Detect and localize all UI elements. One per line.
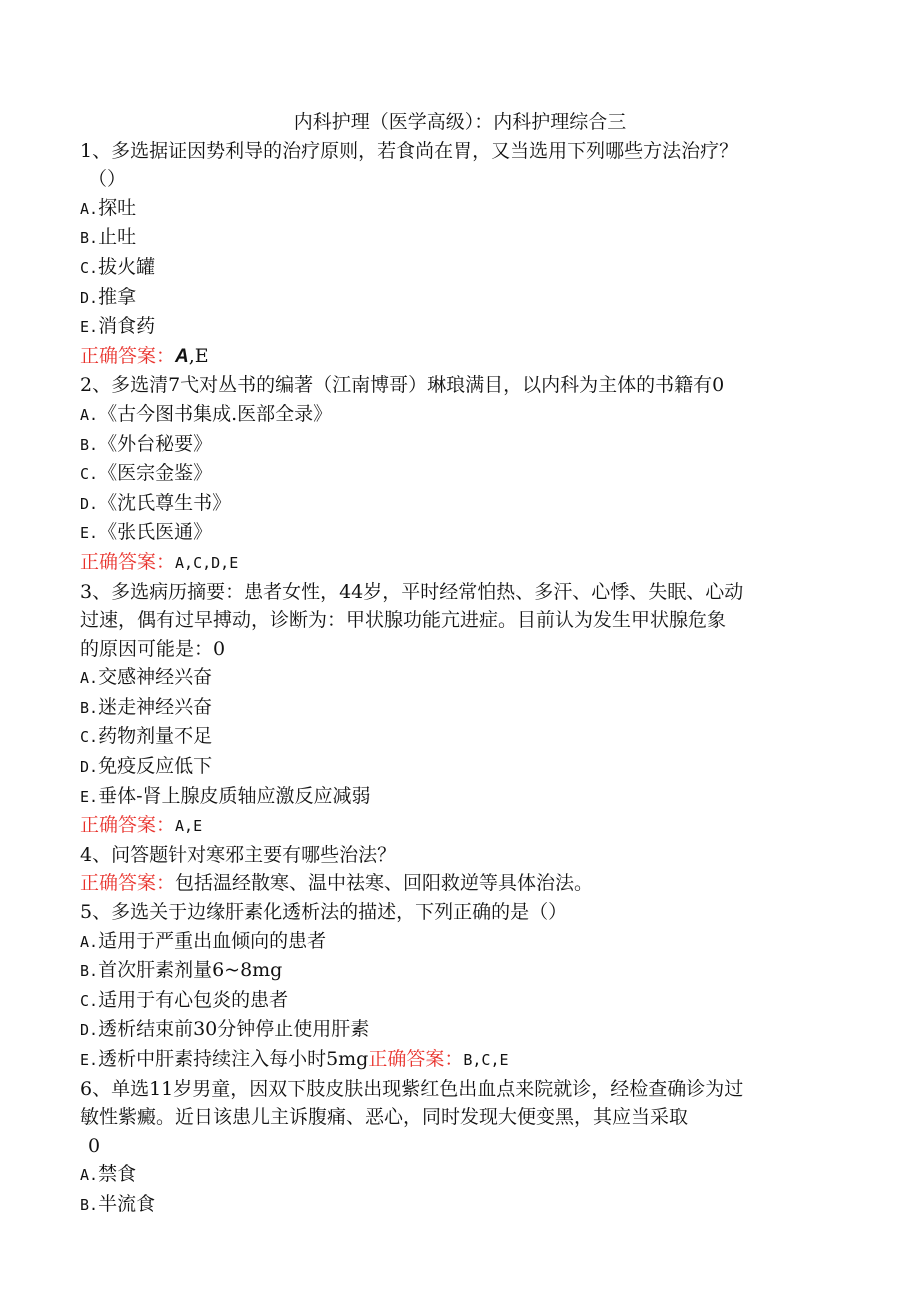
q1-answer (80, 342, 840, 372)
question-2-stem: 2、多选清7弋对丛书的编著（江南博哥）琳琅满目，以内科为主体的书籍有0 (80, 374, 725, 397)
question-3 (80, 578, 840, 841)
q2-answer (80, 548, 840, 578)
question-3-stem-line-2: 过速，偶有过早搏动，诊断为：甲状腺功能亢进症。目前认为发生甲状腺危象 (80, 609, 727, 632)
q4-answer (80, 869, 840, 898)
question-5 (80, 898, 840, 1075)
question-4 (80, 841, 840, 898)
answer-label: 正确答案： (80, 814, 176, 837)
q3-option-e: E.垂体-肾上腺皮质轴应激反应减弱 (80, 784, 371, 807)
answer-value: A,C,D,E (175, 553, 239, 572)
q1-option-a: A.探吐 (80, 196, 137, 219)
question-1 (80, 137, 840, 372)
q2-option-c: C.《医宗金鉴》 (80, 462, 213, 485)
question-6-stem-line-2: 敏性紫癜。近日该患儿主诉腹痛、恶心，同时发现大便变黑，其应当采取 (80, 1106, 689, 1129)
answer-label: 正确答案： (80, 344, 176, 367)
question-4-stem: 4、问答题针对寒邪主要有哪些治法？ (80, 843, 397, 866)
q1-option-b: B.止吐 (80, 226, 137, 249)
q3-answer (80, 811, 840, 841)
q3-option-b: B.迷走神经兴奋 (80, 695, 213, 718)
answer-value: A,E (175, 817, 203, 836)
q1-option-c: C.拔火罐 (80, 255, 156, 278)
q3-option-c: C.药物剂量不足 (80, 725, 213, 748)
answer-value-rest: ,E (188, 344, 209, 367)
answer-label: 正确答案： (368, 1048, 464, 1070)
answer-label: 正确答案： (80, 550, 176, 573)
q5-option-c: C.适用于有心包炎的患者 (80, 988, 289, 1011)
question-1-stem-tail: （） (88, 168, 127, 191)
q5-option-d: D.透析结束前30分钟停止使用肝素 (80, 1018, 370, 1041)
q1-option-e: E.消食药 (80, 315, 156, 338)
question-5-stem: 5、多选关于边缘肝素化透析法的描述，下列正确的是（） (80, 901, 568, 924)
question-6 (80, 1075, 840, 1220)
q2-option-d: D.《沈氏尊生书》 (80, 491, 232, 514)
q3-option-d: D.免疫反应低下 (80, 755, 213, 778)
q2-option-a: A.《古今图书集成.医部全录》 (80, 402, 333, 425)
q5-option-b: B.首次肝素剂量6~8mg (80, 959, 283, 982)
question-3-stem-line-1: 3、多选病历摘要：患者女性，44岁，平时经常怕热、多汗、心悸、失眠、心动 (80, 580, 744, 603)
q3-option-a: A.交感神经兴奋 (80, 666, 213, 689)
q5-option-a: A.适用于严重出血倾向的患者 (80, 929, 327, 952)
q2-option-e: E.《张氏医通》 (80, 521, 213, 544)
q1-option-d: D.推拿 (80, 285, 137, 308)
question-6-stem-tail: 0 (88, 1134, 101, 1157)
q6-option-a: A.禁食 (80, 1163, 137, 1186)
document-page (80, 108, 840, 1220)
q5-option-e: E.透析中肝素持续注入每小时5mg正确答案：B,C,E (80, 1048, 509, 1070)
question-2 (80, 371, 840, 577)
document-title: 内科护理（医学高级）：内科护理综合三 (293, 111, 627, 133)
answer-value: 包括温经散寒、温中祛寒、回阳救逆等具体治法。 (175, 872, 594, 895)
answer-value: A (175, 345, 189, 367)
q2-option-b: B.《外台秘要》 (80, 432, 213, 455)
answer-value: B,C,E (463, 1051, 509, 1069)
question-1-stem: 1、多选据证因势利导的治疗原则，若食尚在胃，又当选用下列哪些方法治疗？ (80, 139, 739, 162)
q6-option-b: B.半流食 (80, 1192, 156, 1215)
question-3-stem-line-3: 的原因可能是：0 (80, 637, 226, 660)
question-6-stem-line-1: 6、单选11岁男童，因双下肢皮肤出现紫红色出血点来院就诊，经检查确诊为过 (80, 1077, 744, 1100)
answer-label: 正确答案： (80, 872, 176, 895)
